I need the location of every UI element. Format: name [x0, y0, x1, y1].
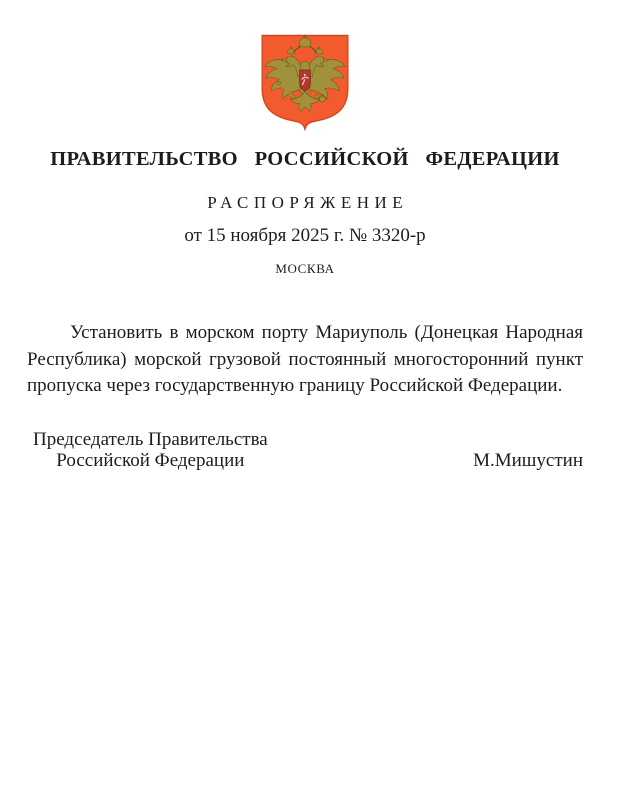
signature-position-line2: Российской Федерации: [56, 449, 245, 471]
document-type-heading: РАСПОРЯЖЕНИЕ: [207, 193, 409, 212]
signature-name: М.Мишустин: [473, 449, 583, 471]
russia-coat-of-arms-icon: [259, 33, 351, 131]
signature-position: [33, 429, 268, 471]
document-content: [27, 0, 583, 471]
page-title: ПРАВИТЕЛЬСТВО РОССИЙСКОЙ ФЕДЕРАЦИИ: [50, 148, 560, 170]
document-body-paragraph: Установить в морском порту Мариуполь (Донецкая Народная Республика) морской грузовой постоянный многосторонний пункт пропуска через государственную границу Российской Федерации.: [27, 322, 583, 396]
signature-position-line1: Председатель Правительства: [33, 428, 268, 450]
document-city: МОСКВА: [275, 261, 335, 276]
emblem-container: [27, 0, 583, 131]
signature-block: [27, 429, 583, 471]
document-date-number: от 15 ноября 2025 г. № 3320-р: [184, 225, 426, 246]
